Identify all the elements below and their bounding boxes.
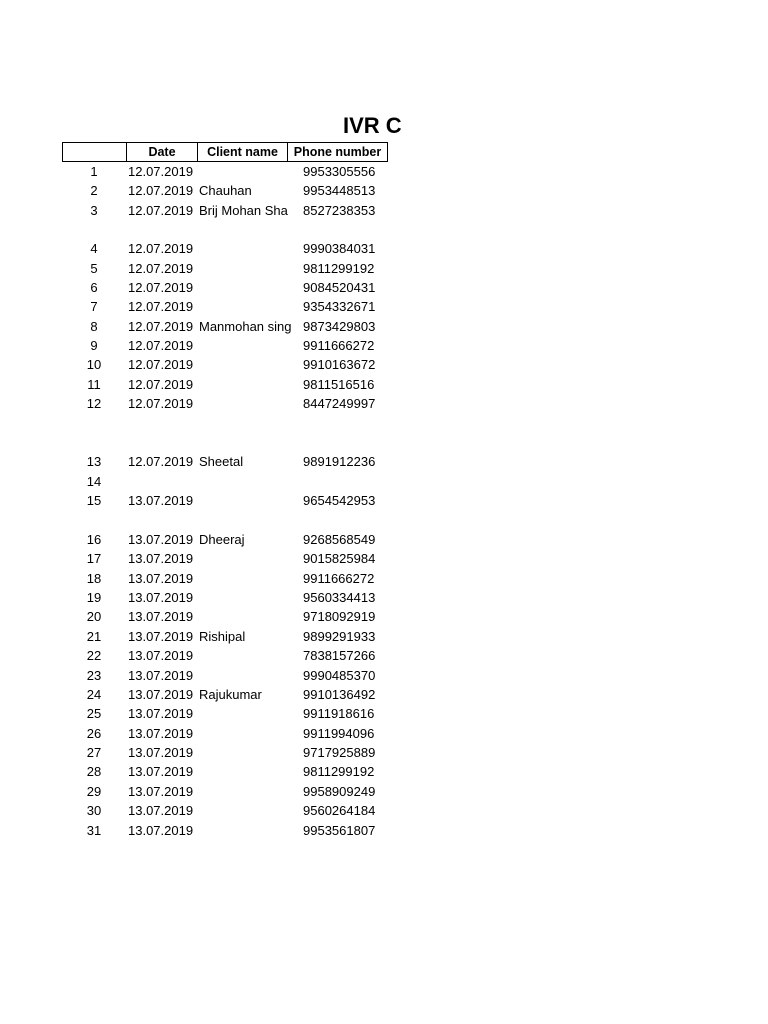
date-cell: 13.07.2019 bbox=[128, 668, 194, 683]
date-cell: 13.07.2019 bbox=[128, 493, 194, 508]
phone-number-cell: 9718092919 bbox=[303, 609, 376, 624]
date-cell: 12.07.2019 bbox=[128, 164, 194, 179]
row-number-cell: 21 bbox=[86, 629, 102, 644]
row-number-cell: 13 bbox=[86, 454, 102, 469]
phone-number-cell: 9654542953 bbox=[303, 493, 376, 508]
table-row bbox=[0, 491, 400, 510]
date-cell: 13.07.2019 bbox=[128, 648, 194, 663]
row-number-cell: 20 bbox=[86, 609, 102, 624]
row-number-cell: 25 bbox=[86, 706, 102, 721]
row-number-cell: 11 bbox=[87, 377, 101, 392]
phone-number-cell: 8527238353 bbox=[303, 203, 376, 218]
row-number-cell: 31 bbox=[86, 823, 102, 838]
phone-number-cell: 9268568549 bbox=[303, 532, 376, 547]
client-name-cell: Brij Mohan Sha bbox=[199, 203, 288, 218]
date-cell: 12.07.2019 bbox=[128, 280, 194, 295]
phone-number-cell: 9911666272 bbox=[303, 338, 375, 353]
date-cell: 12.07.2019 bbox=[128, 203, 194, 218]
date-cell: 13.07.2019 bbox=[128, 687, 194, 702]
phone-number-cell: 9891912236 bbox=[303, 454, 376, 469]
table-row bbox=[0, 278, 400, 297]
row-number-cell: 30 bbox=[86, 803, 102, 818]
table-row bbox=[0, 472, 400, 491]
phone-number-cell: 9911666272 bbox=[303, 571, 375, 586]
client-name-cell: Manmohan sing bbox=[199, 319, 292, 334]
row-number-cell: 19 bbox=[86, 590, 102, 605]
phone-number-cell: 9084520431 bbox=[303, 280, 376, 295]
row-number-cell: 17 bbox=[86, 551, 102, 566]
date-cell: 12.07.2019 bbox=[128, 396, 194, 411]
row-number-cell: 3 bbox=[90, 203, 98, 218]
date-cell: 13.07.2019 bbox=[128, 609, 194, 624]
phone-number-cell: 9717925889 bbox=[303, 745, 376, 760]
row-number-cell: 15 bbox=[86, 493, 102, 508]
row-number-cell: 12 bbox=[86, 396, 102, 411]
date-cell: 13.07.2019 bbox=[128, 764, 194, 779]
table-row bbox=[0, 666, 400, 685]
date-cell: 13.07.2019 bbox=[128, 745, 194, 760]
table-row bbox=[0, 239, 400, 258]
phone-number-cell: 7838157266 bbox=[303, 648, 376, 663]
table-row bbox=[0, 627, 400, 646]
row-number-cell: 24 bbox=[86, 687, 102, 702]
phone-number-cell: 9811516516 bbox=[303, 377, 375, 392]
header-cell-date: Date bbox=[126, 142, 198, 162]
phone-number-cell: 9560334413 bbox=[303, 590, 376, 605]
phone-number-cell: 9811299192 bbox=[303, 261, 375, 276]
phone-number-cell: 9911918616 bbox=[303, 706, 375, 721]
table-row bbox=[0, 588, 400, 607]
row-number-cell: 27 bbox=[86, 745, 102, 760]
table-row bbox=[0, 452, 400, 471]
table-row bbox=[0, 821, 400, 840]
date-cell: 13.07.2019 bbox=[128, 803, 194, 818]
phone-number-cell: 9354332671 bbox=[303, 299, 376, 314]
phone-number-cell: 9990485370 bbox=[303, 668, 376, 683]
table-row bbox=[0, 646, 400, 665]
date-cell: 12.07.2019 bbox=[128, 319, 194, 334]
phone-number-cell: 9953305556 bbox=[303, 164, 376, 179]
date-cell: 13.07.2019 bbox=[128, 590, 194, 605]
row-number-cell: 16 bbox=[86, 532, 102, 547]
page-title: IVR C bbox=[343, 113, 402, 138]
table-row bbox=[0, 162, 400, 181]
table-row bbox=[0, 704, 400, 723]
date-cell: 12.07.2019 bbox=[128, 357, 194, 372]
date-cell: 13.07.2019 bbox=[128, 726, 194, 741]
client-name-cell: Rishipal bbox=[199, 629, 246, 644]
client-name-cell: Dheeraj bbox=[199, 532, 245, 547]
client-name-cell: Rajukumar bbox=[199, 687, 262, 702]
row-number-cell: 26 bbox=[86, 726, 102, 741]
row-number-cell: 4 bbox=[90, 241, 98, 256]
date-cell: 13.07.2019 bbox=[128, 706, 194, 721]
header-cell-client-name: Client name bbox=[197, 142, 288, 162]
table-row bbox=[0, 762, 400, 781]
table-row bbox=[0, 724, 400, 743]
table-row bbox=[0, 181, 400, 200]
row-number-cell: 8 bbox=[90, 319, 98, 334]
phone-number-cell: 9811299192 bbox=[303, 764, 375, 779]
date-cell: 12.07.2019 bbox=[128, 183, 194, 198]
row-number-cell: 23 bbox=[86, 668, 102, 683]
row-number-cell: 28 bbox=[86, 764, 102, 779]
row-number-cell: 2 bbox=[90, 183, 98, 198]
row-number-cell: 14 bbox=[86, 474, 102, 489]
phone-number-cell: 9873429803 bbox=[303, 319, 376, 334]
date-cell: 13.07.2019 bbox=[128, 629, 194, 644]
table-row bbox=[0, 801, 400, 820]
table-row bbox=[0, 317, 400, 336]
date-cell: 13.07.2019 bbox=[128, 551, 194, 566]
date-cell: 13.07.2019 bbox=[128, 823, 194, 838]
client-name-cell: Sheetal bbox=[199, 454, 244, 469]
table-row bbox=[0, 394, 400, 413]
phone-number-cell: 9953448513 bbox=[303, 183, 376, 198]
table-row bbox=[0, 782, 400, 801]
date-cell: 13.07.2019 bbox=[128, 532, 194, 547]
table-row bbox=[0, 607, 400, 626]
table-row bbox=[0, 259, 400, 278]
row-number-cell: 7 bbox=[90, 299, 98, 314]
phone-number-cell: 9015825984 bbox=[303, 551, 376, 566]
table-row bbox=[0, 375, 400, 394]
row-number-cell: 6 bbox=[90, 280, 98, 295]
row-number-cell: 29 bbox=[86, 784, 102, 799]
phone-number-cell: 9560264184 bbox=[303, 803, 376, 818]
date-cell: 13.07.2019 bbox=[128, 784, 194, 799]
date-cell: 12.07.2019 bbox=[128, 377, 194, 392]
phone-number-cell: 9990384031 bbox=[303, 241, 376, 256]
date-cell: 12.07.2019 bbox=[128, 241, 194, 256]
table-row bbox=[0, 336, 400, 355]
table-row bbox=[0, 569, 400, 588]
table-row bbox=[0, 685, 400, 704]
phone-number-cell: 9910163672 bbox=[303, 357, 376, 372]
row-number-cell: 10 bbox=[86, 357, 102, 372]
phone-number-cell: 9953561807 bbox=[303, 823, 376, 838]
table-row bbox=[0, 530, 400, 549]
phone-number-cell: 9899291933 bbox=[303, 629, 376, 644]
client-name-cell: Chauhan bbox=[199, 183, 252, 198]
table-row bbox=[0, 743, 400, 762]
date-cell: 12.07.2019 bbox=[128, 454, 194, 469]
date-cell: 13.07.2019 bbox=[128, 571, 194, 586]
table-row bbox=[0, 355, 400, 374]
row-number-cell: 22 bbox=[86, 648, 102, 663]
phone-number-cell: 9911994096 bbox=[303, 726, 375, 741]
row-number-cell: 9 bbox=[90, 338, 98, 353]
phone-number-cell: 8447249997 bbox=[303, 396, 376, 411]
date-cell: 12.07.2019 bbox=[128, 299, 194, 314]
row-number-cell: 1 bbox=[90, 164, 98, 179]
table-row bbox=[0, 201, 400, 220]
date-cell: 12.07.2019 bbox=[128, 261, 194, 276]
table-row bbox=[0, 549, 400, 568]
table-row bbox=[0, 297, 400, 316]
row-number-cell: 5 bbox=[90, 261, 98, 276]
date-cell: 12.07.2019 bbox=[128, 338, 194, 353]
phone-number-cell: 9958909249 bbox=[303, 784, 376, 799]
phone-number-cell: 9910136492 bbox=[303, 687, 376, 702]
row-number-cell: 18 bbox=[86, 571, 102, 586]
header-cell-phone-number: Phone number bbox=[287, 142, 388, 162]
